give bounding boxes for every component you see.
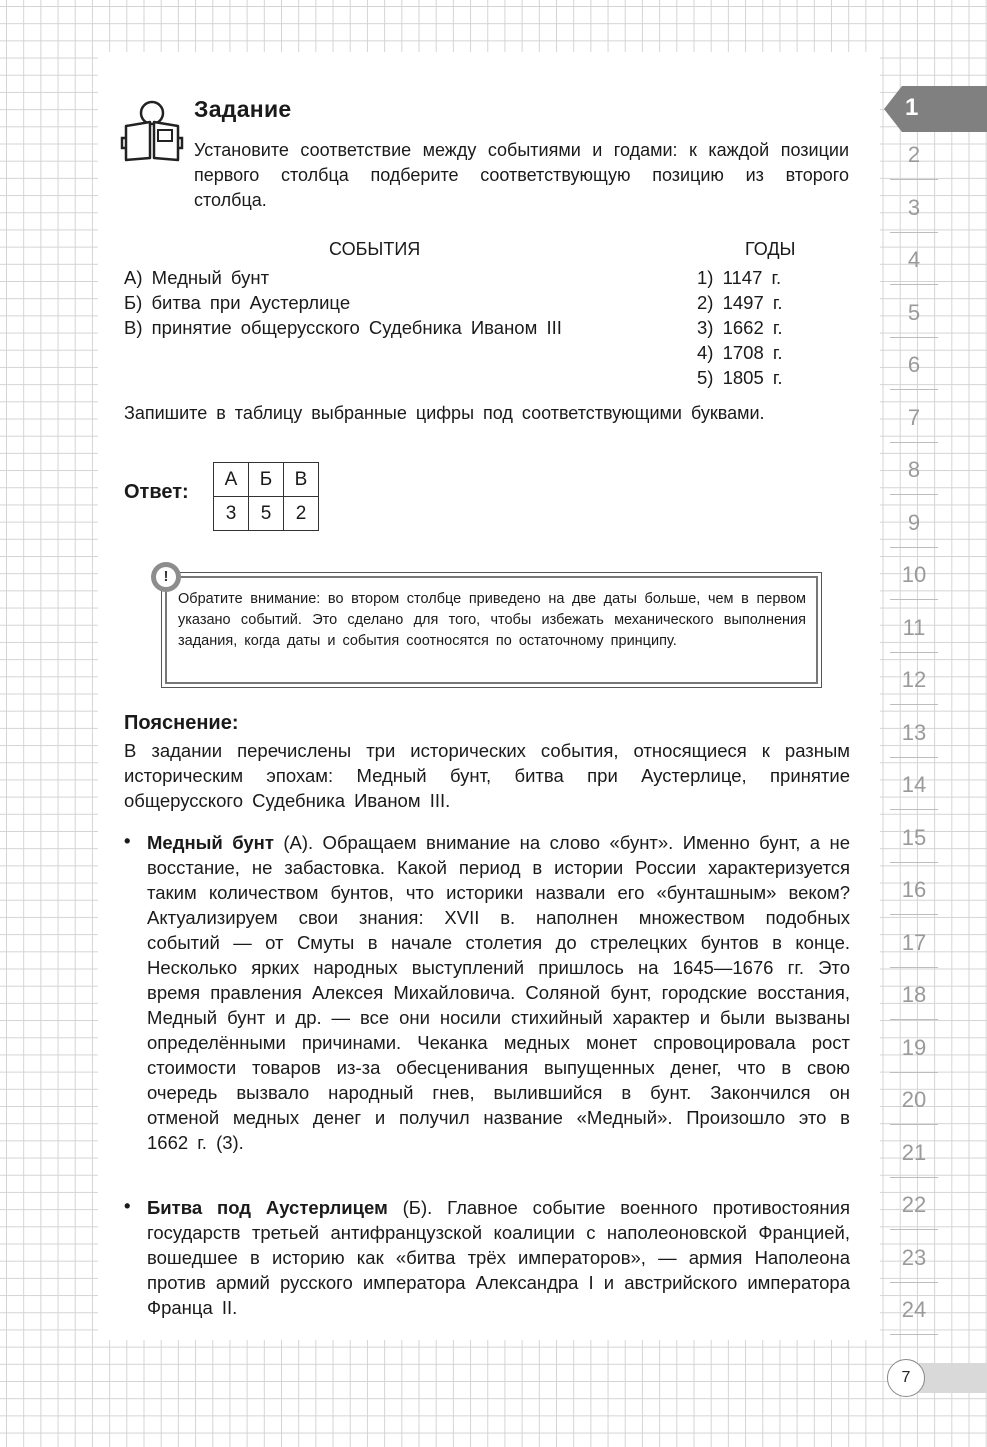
year-item: 5) 1805 г.	[697, 367, 783, 388]
tab-label: 22	[901, 1192, 927, 1217]
tab-2[interactable]	[884, 130, 944, 182]
tab-label: 17	[901, 929, 927, 955]
tab-label: 24	[901, 1297, 927, 1322]
tab-divider	[890, 337, 938, 338]
tab-label: 8	[907, 457, 921, 482]
tab-label: 21	[901, 1139, 927, 1165]
answer-letter: А	[214, 463, 249, 497]
event-item: А) Медный бунт	[124, 267, 270, 288]
tab-15[interactable]	[884, 813, 944, 865]
answer-digit: 2	[284, 497, 319, 531]
tab-7[interactable]	[884, 393, 944, 445]
exclamation-icon: !	[151, 562, 181, 592]
tab-divider	[890, 862, 938, 863]
tab-divider	[890, 652, 938, 653]
year-item: 4) 1708 г.	[697, 342, 783, 363]
tab-divider	[890, 284, 938, 285]
note-text: Обратите внимание: во втором столбце приведено на две даты больше, чем в первом указано событий. Это сделано для того, чтобы избежать механического выполнения задания, когда даты и события соотносятся по остаточному принципу.	[178, 591, 806, 649]
tab-divider	[890, 1177, 938, 1178]
bullet-body: (А). Обращаем внимание на слово «бунт». Именно бунт, а не восстание, не забастовка. Какой период в истории России характеризуется таким количеством бунтов, что историки назвали его «бунташным» веком? Актуализируем свои знания: XVII в. наполнен множеством подобных событий — от Смуты в начале столетия до стрелецких бунтов в конце. Несколько ярких народных выступлений пришлось на 1645—1676 гг. Это время правления Алексея Михайловича. Соляной бунт, городские восстания, Медный бунт и др. — все они носили стихийный характер и были вызваны определёнными причинами. Чеканка медных монет спровоцировала рост стоимости товаров из-за обесценивания выпущенных денег, что в свою очередь вызвало народный гнев, вылившийся в бунт. Закончился он отменой медных денег и получил название «Медный». Произошло это в 1662 г. (3).	[147, 832, 850, 1153]
tab-label: 4	[907, 247, 921, 272]
tab-label: 10	[901, 562, 927, 587]
tab-17[interactable]	[884, 918, 944, 970]
tab-24[interactable]	[884, 1285, 944, 1337]
tab-16[interactable]	[884, 865, 944, 917]
tab-divider	[890, 547, 938, 548]
tab-3[interactable]	[884, 183, 944, 235]
tab-divider	[890, 232, 938, 233]
tab-divider	[890, 1124, 938, 1125]
note-box	[161, 572, 822, 688]
tab-21[interactable]	[884, 1128, 944, 1180]
tab-label: 9	[907, 509, 921, 535]
task-title: Задание	[194, 96, 292, 122]
year-item: 1) 1147 г.	[697, 267, 782, 288]
tab-divider	[890, 704, 938, 705]
tab-14[interactable]	[884, 760, 944, 812]
tab-divider	[890, 757, 938, 758]
answer-digit: 3	[214, 497, 249, 531]
bullet-icon: •	[124, 1195, 131, 1216]
tab-divider	[890, 389, 938, 390]
list-item	[147, 1195, 850, 1320]
answer-letter: В	[284, 463, 319, 497]
bullet-heading: Медный бунт	[147, 832, 274, 853]
year-item: 2) 1497 г.	[697, 292, 783, 313]
tab-22[interactable]	[884, 1180, 944, 1232]
write-instruction: Запишите в таблицу выбранные цифры под соответствующими буквами.	[124, 403, 765, 423]
tab-label: 11	[902, 614, 926, 640]
events-header: СОБЫТИЯ	[329, 239, 421, 259]
task-instruction: Установите соответствие между событиями и годами: к каждой позиции первого столбца подберите соответствующую позицию из второго столбца.	[194, 140, 849, 210]
tab-23[interactable]	[884, 1233, 944, 1285]
tab-10[interactable]	[884, 550, 944, 602]
tab-label: 6	[907, 352, 921, 377]
tab-9[interactable]	[884, 498, 944, 550]
tab-divider	[890, 1229, 938, 1230]
tab-divider	[890, 1072, 938, 1073]
answer-digit: 5	[249, 497, 284, 531]
years-header: ГОДЫ	[745, 239, 796, 259]
tab-19[interactable]	[884, 1023, 944, 1075]
tab-label: 16	[901, 877, 927, 902]
tab-label: 19	[901, 1034, 927, 1060]
tab-18[interactable]	[884, 970, 944, 1022]
tab-divider	[890, 494, 938, 495]
tab-divider	[890, 1019, 938, 1020]
answer-letter: Б	[249, 463, 284, 497]
event-item: Б) битва при Аустерлице	[124, 292, 351, 313]
tab-5[interactable]	[884, 288, 944, 340]
explanation-intro: В задании перечислены три исторических события, относящиеся к разным историческим эпохам: Медный бунт, битва при Аустерлице, принятие общерусского Судебника Иваном III.	[124, 740, 850, 811]
list-item	[147, 830, 850, 1155]
tab-4[interactable]	[884, 235, 944, 287]
bullet-icon: •	[124, 830, 131, 851]
tab-label: 12	[901, 667, 927, 692]
tab-divider	[890, 1334, 938, 1335]
reading-person-icon	[120, 100, 184, 162]
bullet-body: (Б). Главное событие военного противостояния государств третьей антифранцузской коалиции с наполеоновской Францией, вошедшее в историю как «битва трёх императоров», — армия Наполеона против армий русского императора Александра I и австрийского императора Франца II.	[147, 1197, 850, 1318]
tab-20[interactable]	[884, 1075, 944, 1127]
tab-13[interactable]	[884, 708, 944, 760]
tab-divider	[890, 1282, 938, 1283]
tab-12[interactable]	[884, 655, 944, 707]
tab-divider	[890, 442, 938, 443]
explanation-title: Пояснение:	[124, 712, 239, 734]
answer-label: Ответ:	[124, 481, 189, 503]
tab-label: 3	[907, 194, 921, 220]
tab-divider	[890, 967, 938, 968]
answer-table	[213, 462, 319, 531]
tab-active-marker	[884, 86, 987, 132]
tab-label: 5	[907, 299, 921, 325]
page-number: 7	[887, 1359, 925, 1397]
tab-label: 7	[907, 404, 921, 430]
tab-divider	[890, 599, 938, 600]
bullet-heading: Битва под Аустерлицем	[147, 1197, 388, 1218]
tab-label: 2	[907, 142, 921, 167]
tab-8[interactable]	[884, 445, 944, 497]
tab-label: 14	[901, 772, 927, 797]
tab-label: 13	[901, 719, 927, 745]
tab-divider	[890, 179, 938, 180]
tab-label: 20	[901, 1087, 927, 1112]
tab-label: 23	[901, 1244, 927, 1270]
tab-11[interactable]	[884, 603, 944, 655]
tab-label: 18	[901, 982, 927, 1007]
tab-6[interactable]	[884, 340, 944, 392]
tab-1[interactable]: 1	[905, 94, 919, 121]
tab-divider	[890, 809, 938, 810]
year-item: 3) 1662 г.	[697, 317, 783, 338]
tab-divider	[890, 914, 938, 915]
tab-label: 15	[901, 824, 927, 850]
event-item: В) принятие общерусского Судебника Иваном III	[124, 317, 562, 338]
